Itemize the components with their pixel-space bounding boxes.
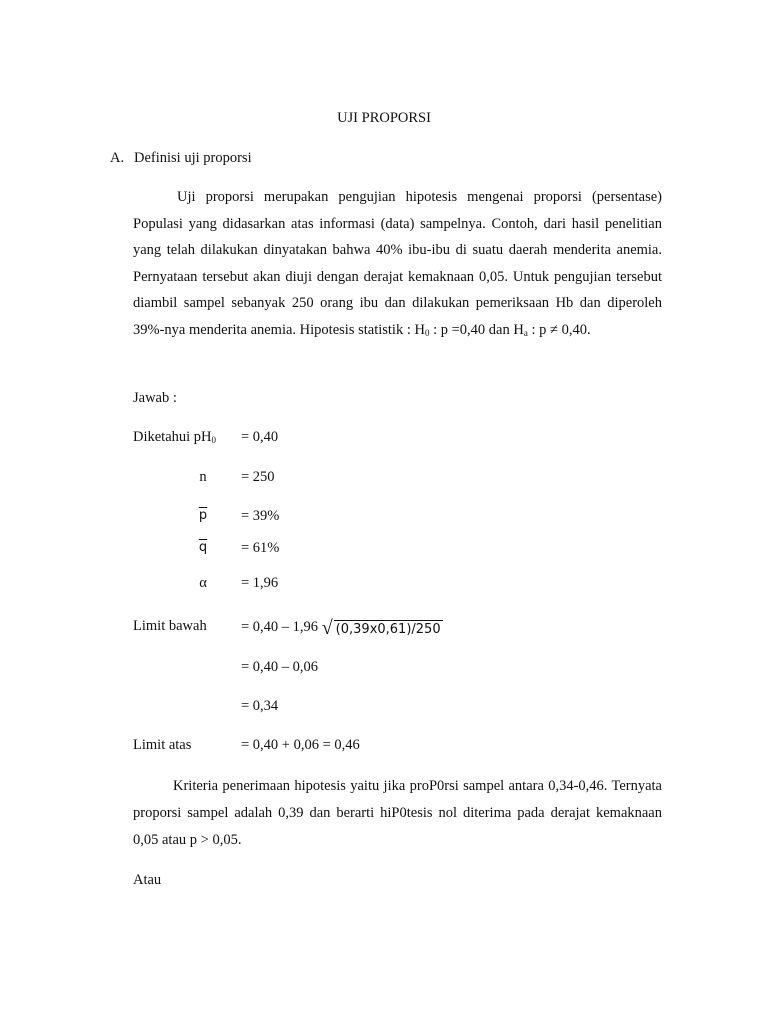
q-bar-symbol: $\overline{q}$ xyxy=(198,540,208,555)
n-value: = 250 xyxy=(241,469,275,485)
sqrt-radicand: (0,39x0,61)/250 xyxy=(335,622,441,637)
definition-paragraph xyxy=(133,184,662,344)
atau-label: Atau xyxy=(133,872,162,888)
limit-bawah-formula xyxy=(241,618,443,638)
ha-subscript: a xyxy=(523,327,528,338)
section-heading xyxy=(110,150,252,167)
limit-bawah-result: = 0,34 xyxy=(241,698,279,714)
alpha-symbol: α xyxy=(199,575,207,591)
alpha-value: = 1,96 xyxy=(241,575,279,591)
sqrt-icon: √ xyxy=(321,617,333,639)
q-value: = 61% xyxy=(241,540,280,556)
given-label-subscript: 0 xyxy=(211,435,217,445)
document-title: UJI PROPORSI xyxy=(337,110,431,126)
limit-bawah-prefix: = 0,40 – 1,96 xyxy=(241,619,319,635)
hypothesis-rest: : p ≠ 0,40. xyxy=(527,321,591,338)
limit-bawah-label: Limit bawah xyxy=(133,618,207,634)
limit-atas-value: = 0,40 + 0,06 = 0,46 xyxy=(241,737,360,753)
section-letter: A. xyxy=(110,150,125,166)
definition-text: Uji proporsi merupakan pengujian hipotesis mengenai proporsi (persentase) Populasi yang didasarkan atas informasi (data) sampelnya. Contoh, dari hasil penelitian yang telah dilakukan dinyatakan bahwa 40% ibu-ibu di suatu daerah menderita anemia. Pernyataan tersebut akan diuji dengan derajat kemaknaan 0,05. Untuk pengujian tersebut diambil sampel sebanyak 250 orang ibu dan dilakukan pemeriksaan Hb dan diperoleh 39%-nya menderita anemia. Hipotesis statistik : H xyxy=(133,189,662,338)
given-label-text: Diketahui pH xyxy=(133,429,212,445)
limit-bawah-step2: = 0,40 – 0,06 xyxy=(241,659,319,675)
criteria-text: Kriteria penerimaan hipotesis yaitu jika proP0rsi sampel antara 0,34-0,46. Ternyata proporsi sampel adalah 0,39 dan berarti hiP0tesis nol diterima pada derajat kemaknaan 0,05 atau p > 0,05. xyxy=(133,778,662,848)
ph0-value: = 0,40 xyxy=(241,429,279,445)
section-heading-text: Definisi uji proporsi xyxy=(134,150,252,166)
p-bar-symbol: $\overline{p}$ xyxy=(198,508,208,523)
n-symbol: n xyxy=(199,469,207,485)
answer-label: Jawab : xyxy=(133,390,177,406)
sqrt-expression xyxy=(322,618,443,638)
criteria-paragraph xyxy=(133,773,662,854)
hypothesis-mid: : p =0,40 dan H xyxy=(429,321,524,338)
p-value: = 39% xyxy=(241,508,280,524)
given-label xyxy=(133,429,216,446)
limit-atas-label: Limit atas xyxy=(133,737,192,753)
h0-subscript: 0 xyxy=(424,327,430,338)
